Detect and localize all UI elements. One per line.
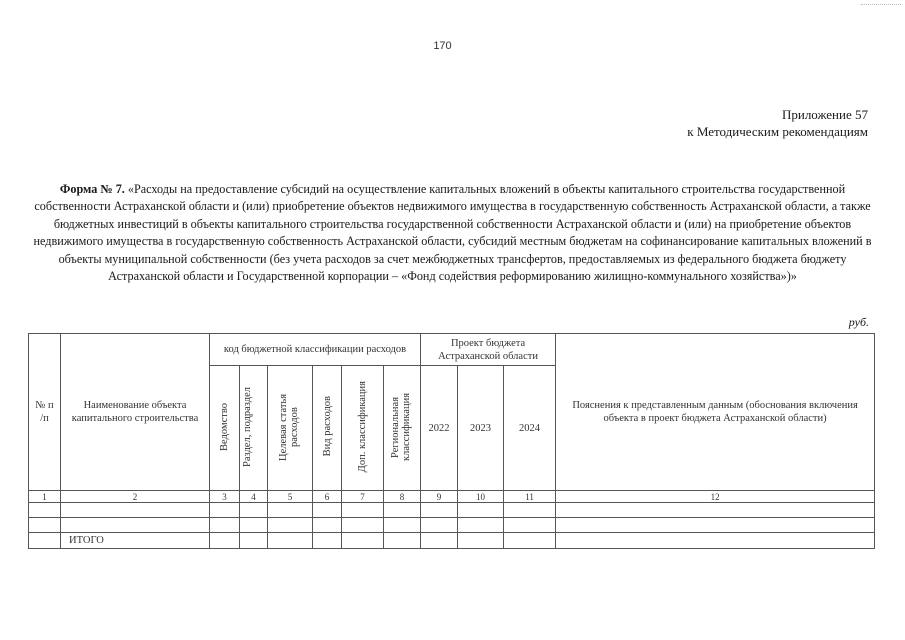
column-number: 1 [29, 491, 61, 503]
column-number: 5 [268, 491, 313, 503]
page-number: 170 [433, 40, 452, 52]
column-number: 12 [556, 491, 875, 503]
appendix-line-2: к Методическим рекомендациям [687, 124, 868, 139]
header-budget-group: Проект бюджета Астраханской области [421, 334, 556, 366]
column-number: 9 [421, 491, 458, 503]
header-kbk-target-article: Целевая статья расходов [268, 366, 313, 491]
currency-units: руб. [848, 315, 869, 329]
column-number: 6 [313, 491, 342, 503]
appendix-line-1: Приложение 57 [781, 107, 868, 122]
header-kbk-section: Раздел, подраздел [240, 366, 268, 491]
header-kbk-ministry: Ведомство [210, 366, 240, 491]
header-kbk-group: код бюджетной классификации расходов [210, 334, 421, 366]
header-notes: Пояснения к представленным данным (обоснования включения объекта в проект бюджета Астраханской области) [556, 334, 875, 491]
header-year-2023: 2023 [458, 366, 504, 491]
column-number: 2 [61, 491, 210, 503]
header-year-2022: 2022 [421, 366, 458, 491]
column-number: 8 [384, 491, 421, 503]
column-number: 7 [342, 491, 384, 503]
table-row [29, 518, 875, 533]
form-description: «Расходы на предоставление субсидий на осуществление капитальных вложений в объекты капитального строительства государственной собственности Астраханской области и (или) приобретение объектов недвижимого имущества в государственную собственность Астраханской области, а также бюджетных инвестиций в объекты капитального строительства государственной собственности Астраханской области и (или) на приобретение объектов недвижимого имущества в государственную собственность Астраханской области, субсидий местным бюджетам на софинансирование капитальных вложений в объекты муниципальной собственности (без учета расходов за счет межбюджетных трансфертов, предоставляемых из федерального бюджета бюджету Астраханской области и Государственной корпорации – «Фонд содействия реформированию жилищно-коммунального хозяйства»)» [33, 182, 872, 284]
total-row [29, 533, 875, 549]
column-number: 3 [210, 491, 240, 503]
column-number: 10 [458, 491, 504, 503]
expenses-table [28, 333, 875, 549]
header-row-number: № п /п [29, 334, 61, 491]
appendix-reference [687, 106, 868, 140]
scan-artifact [861, 4, 901, 6]
header-year-2024: 2024 [504, 366, 556, 491]
table-row [29, 503, 875, 518]
total-label: ИТОГО [61, 533, 210, 549]
form-title [30, 181, 875, 285]
header-object-name: Наименование объекта капитального строительства [61, 334, 210, 491]
column-number: 11 [504, 491, 556, 503]
column-numbers-row [29, 491, 875, 503]
column-number: 4 [240, 491, 268, 503]
header-kbk-regional: Региональная классификация [384, 366, 421, 491]
form-number: Форма № 7. [59, 182, 125, 196]
header-kbk-additional: Доп. классификация [342, 366, 384, 491]
header-kbk-expense-type: Вид расходов [313, 366, 342, 491]
